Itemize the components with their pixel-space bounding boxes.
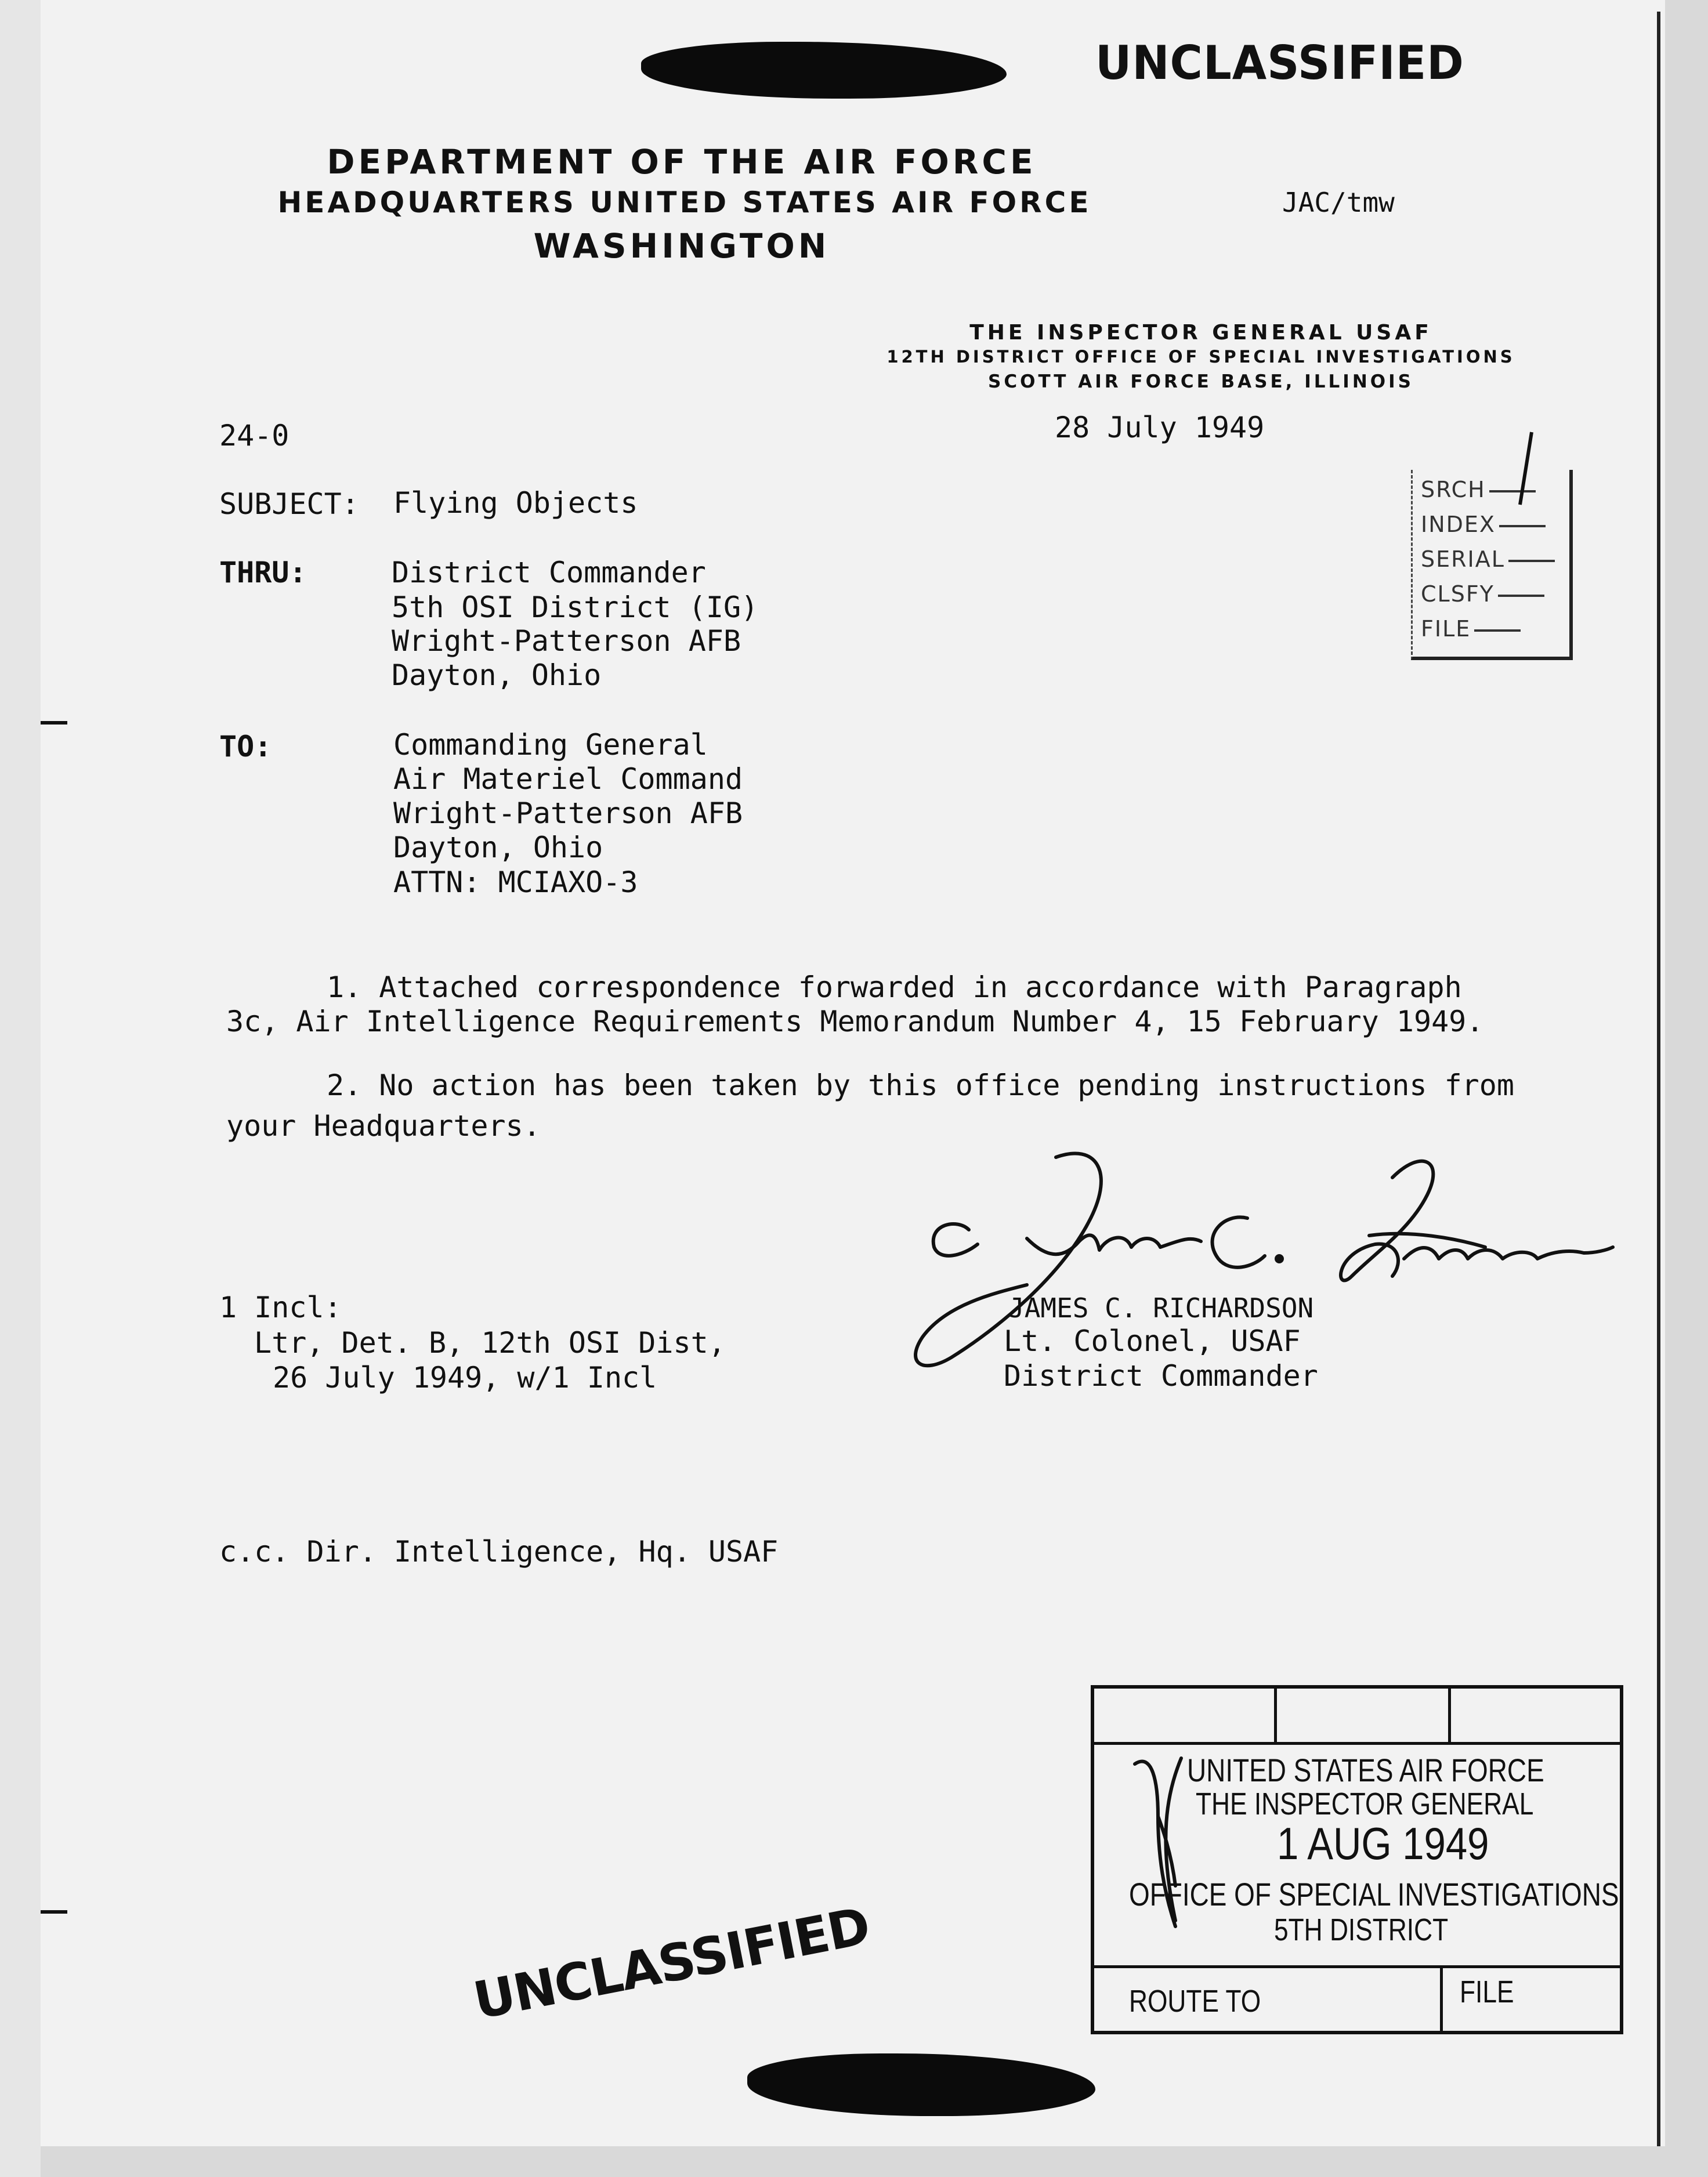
thru-label: THRU: — [219, 556, 307, 589]
routing-row — [1421, 581, 1544, 607]
to-label: TO: — [219, 730, 272, 763]
routing-row — [1421, 512, 1546, 537]
paragraph-2-line-2: your Headquarters. — [226, 1109, 541, 1143]
margin-tick — [41, 1910, 67, 1914]
routing-row — [1421, 546, 1555, 572]
routing-label: INDEX — [1421, 512, 1496, 537]
signer-name: JAMES C. RICHARDSON — [1008, 1292, 1314, 1324]
thru-line: 5th OSI District (IG) — [392, 591, 759, 624]
thru-line: District Commander — [392, 556, 706, 589]
margin-tick — [41, 721, 67, 725]
letterhead-hq: HEADQUARTERS UNITED STATES AIR FORCE — [277, 186, 1092, 219]
inclosure-label: 1 Incl: — [219, 1291, 342, 1324]
to-line: Commanding General — [393, 728, 708, 762]
routing-label: CLSFY — [1421, 581, 1494, 607]
office-district: 12TH DISTRICT OFFICE OF SPECIAL INVESTIGATIONS — [886, 347, 1515, 367]
signer-rank: Lt. Colonel, USAF — [1004, 1324, 1301, 1358]
carbon-copy: c.c. Dir. Intelligence, Hq. USAF — [219, 1535, 779, 1569]
stamp-route-to: ROUTE TO — [1129, 1984, 1261, 2019]
stamp-file: FILE — [1460, 1975, 1514, 2009]
signer-title: District Commander — [1004, 1359, 1318, 1393]
scan-margin-left — [0, 0, 41, 2177]
routing-row — [1421, 616, 1521, 642]
routing-label: SRCH — [1421, 477, 1486, 502]
to-line: Dayton, Ohio — [393, 831, 603, 864]
subject-label: SUBJECT: — [219, 487, 359, 521]
document-page — [41, 0, 1665, 2146]
inclosure-line-2: 26 July 1949, w/1 Incl — [273, 1361, 657, 1394]
paragraph-1-line-1: 1. Attached correspondence forwarded in accordance with Paragraph — [327, 970, 1462, 1004]
classification-top: UNCLASSIFIED — [1095, 36, 1464, 90]
routing-checkmark-icon — [1503, 429, 1537, 510]
to-line: Wright-Patterson AFB — [393, 796, 743, 830]
letter-date: 28 July 1949 — [1055, 411, 1265, 444]
thru-line: Wright-Patterson AFB — [392, 624, 741, 658]
to-line: Air Materiel Command — [393, 762, 743, 796]
office-inspector-general: THE INSPECTOR GENERAL USAF — [969, 321, 1432, 345]
stamp-osi: OFFICE OF SPECIAL INVESTIGATIONS — [1129, 1876, 1619, 1912]
stamp-inspector-general: THE INSPECTOR GENERAL — [1196, 1787, 1534, 1821]
inclosure-line-1: Ltr, Det. B, 12th OSI Dist, — [254, 1326, 726, 1360]
classification-bottom: UNCLASSIFIED — [469, 1896, 874, 2031]
routing-label: FILE — [1421, 616, 1471, 642]
stamp-district: 5TH DISTRICT — [1274, 1912, 1449, 1947]
scan-edge-right — [1657, 12, 1660, 2146]
letterhead-department: DEPARTMENT OF THE AIR FORCE — [327, 142, 1037, 182]
thru-line: Dayton, Ohio — [392, 658, 602, 692]
routing-stamp — [1411, 470, 1573, 660]
redacted-marking-top — [641, 42, 1007, 99]
subject-value: Flying Objects — [393, 486, 638, 520]
routing-label: SERIAL — [1421, 546, 1505, 572]
letterhead-washington: WASHINGTON — [533, 226, 830, 266]
paragraph-1-line-2: 3c, Air Intelligence Requirements Memorandum Number 4, 15 February 1949. — [226, 1005, 1484, 1038]
stamp-usaf: UNITED STATES AIR FORCE — [1187, 1752, 1544, 1788]
file-number: 24-0 — [219, 419, 290, 452]
paragraph-2-line-1: 2. No action has been taken by this office pending instructions from — [327, 1068, 1514, 1102]
to-line: ATTN: MCIAXO-3 — [393, 865, 638, 899]
typist-initials: JAC/tmw — [1282, 187, 1395, 218]
redacted-marking-bottom — [747, 2053, 1095, 2116]
office-base: SCOTT AIR FORCE BASE, ILLINOIS — [988, 371, 1414, 392]
received-stamp — [1091, 1685, 1623, 2034]
stamp-date: 1 AUG 1949 — [1277, 1818, 1489, 1869]
